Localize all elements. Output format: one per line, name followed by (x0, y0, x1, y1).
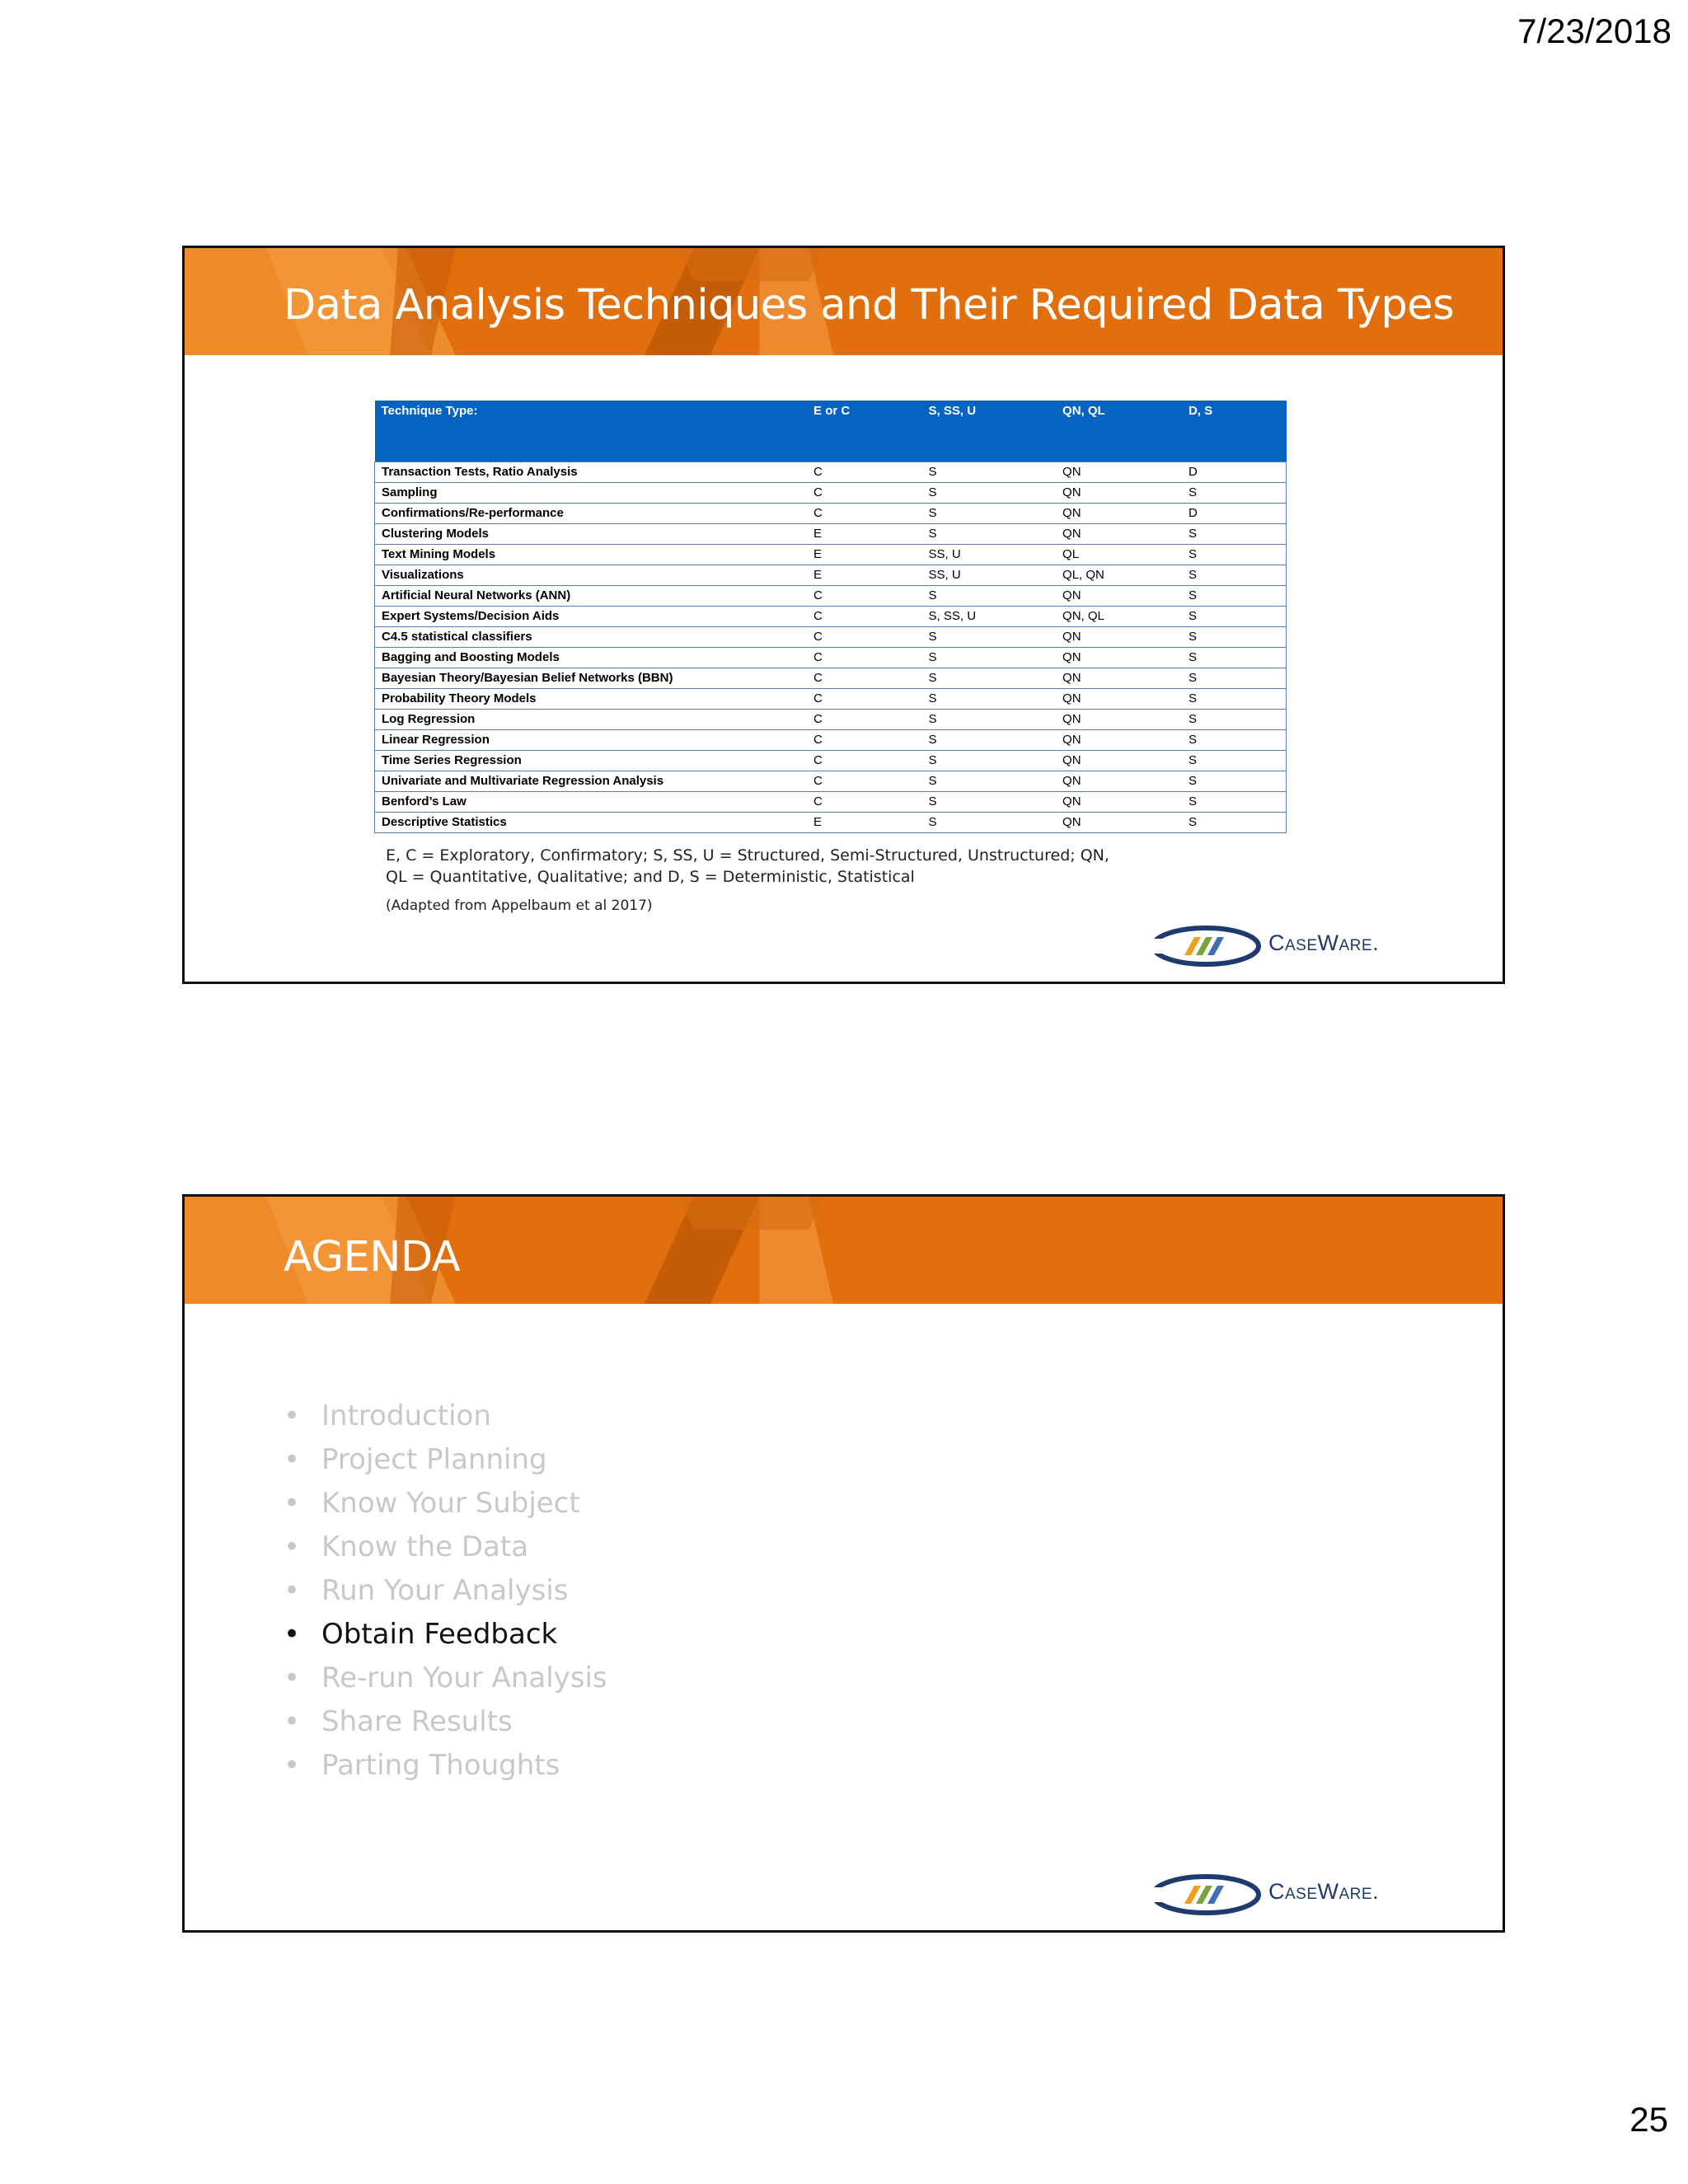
cell-det-stat: S (1182, 730, 1287, 751)
cell-e-or-c: C (807, 792, 922, 813)
cell-quant-qual: QN (1056, 627, 1182, 648)
table-row (375, 792, 1287, 813)
agenda-item (284, 1526, 607, 1569)
cell-e-or-c: C (807, 710, 922, 730)
cell-det-stat: S (1182, 710, 1287, 730)
cell-name: Sampling (375, 483, 808, 504)
table-row (375, 565, 1287, 586)
agenda-item (284, 1482, 607, 1526)
agenda-item-label: Know the Data (321, 1530, 529, 1563)
table-row (375, 668, 1287, 689)
cell-name: Text Mining Models (375, 545, 808, 565)
bullet-icon: • (284, 1749, 301, 1782)
cell-det-stat: S (1182, 668, 1287, 689)
cell-quant-qual: QN (1056, 771, 1182, 792)
table-row (375, 813, 1287, 833)
cell-name: Visualizations (375, 565, 808, 586)
cell-quant-qual: QN (1056, 483, 1182, 504)
source-note: (Adapted from Appelbaum et al 2017) (386, 898, 653, 914)
cell-structure: SS, U (922, 545, 1056, 565)
cell-det-stat: S (1182, 586, 1287, 607)
cell-quant-qual: QN, QL (1056, 607, 1182, 627)
cell-structure: S (922, 462, 1056, 483)
cell-structure: SS, U (922, 565, 1056, 586)
cell-quant-qual: QN (1056, 813, 1182, 833)
cell-e-or-c: C (807, 648, 922, 668)
agenda-item (284, 1394, 607, 1438)
cell-det-stat: S (1182, 751, 1287, 771)
bullet-icon: • (284, 1399, 301, 1432)
agenda-item (284, 1700, 607, 1744)
agenda-list (284, 1394, 607, 1788)
cell-quant-qual: QN (1056, 751, 1182, 771)
table-row (375, 751, 1287, 771)
cell-structure: S (922, 771, 1056, 792)
cell-structure: S (922, 586, 1056, 607)
table-row (375, 483, 1287, 504)
table-row (375, 710, 1287, 730)
agenda-item-label: Parting Thoughts (321, 1749, 560, 1782)
cell-det-stat: S (1182, 771, 1287, 792)
cell-structure: S, SS, U (922, 607, 1056, 627)
cell-det-stat: S (1182, 792, 1287, 813)
caseware-logo-text: CaseWare. (1268, 930, 1380, 955)
cell-quant-qual: QN (1056, 730, 1182, 751)
cell-det-stat: S (1182, 627, 1287, 648)
cell-quant-qual: QL (1056, 545, 1182, 565)
legend-note: E, C = Exploratory, Confirmatory; S, SS, U = Structured, Semi-Structured, Unstructured; QN, QL = Quantitative, Qualitative; and D, S = Deterministic, Statistical (386, 846, 1109, 886)
cell-structure: S (922, 524, 1056, 545)
cell-structure: S (922, 668, 1056, 689)
header-det-stat: D, S (1182, 401, 1287, 462)
cell-name: Artificial Neural Networks (ANN) (375, 586, 808, 607)
cell-structure: S (922, 813, 1056, 833)
table-row (375, 586, 1287, 607)
cell-det-stat: S (1182, 689, 1287, 710)
agenda-item (284, 1657, 607, 1700)
cell-det-stat: S (1182, 545, 1287, 565)
slide-header-banner (185, 248, 1503, 355)
page-date: 7/23/2018 (1517, 12, 1672, 50)
cell-e-or-c: C (807, 730, 922, 751)
cell-e-or-c: C (807, 627, 922, 648)
cell-quant-qual: QL, QN (1056, 565, 1182, 586)
cell-structure: S (922, 504, 1056, 524)
cell-det-stat: D (1182, 462, 1287, 483)
cell-det-stat: S (1182, 607, 1287, 627)
cell-e-or-c: C (807, 462, 922, 483)
cell-e-or-c: C (807, 668, 922, 689)
table-row (375, 524, 1287, 545)
cell-quant-qual: QN (1056, 689, 1182, 710)
agenda-item (284, 1613, 607, 1657)
caseware-logo-icon (1151, 922, 1267, 970)
techniques-table (374, 401, 1287, 833)
table-row (375, 730, 1287, 751)
table-row (375, 689, 1287, 710)
agenda-item-label: Share Results (321, 1705, 513, 1738)
cell-name: Time Series Regression (375, 751, 808, 771)
page-number: 25 (1629, 2100, 1668, 2139)
table-row (375, 648, 1287, 668)
cell-det-stat: S (1182, 524, 1287, 545)
table-row (375, 771, 1287, 792)
cell-name: Bagging and Boosting Models (375, 648, 808, 668)
cell-name: Clustering Models (375, 524, 808, 545)
cell-e-or-c: C (807, 751, 922, 771)
agenda-item (284, 1438, 607, 1482)
header-technique-type: Technique Type: (375, 401, 808, 462)
cell-e-or-c: C (807, 771, 922, 792)
cell-structure: S (922, 689, 1056, 710)
slide-header-banner (185, 1197, 1503, 1304)
agenda-item-label: Re-run Your Analysis (321, 1661, 607, 1694)
slide-data-analysis-techniques (182, 246, 1505, 984)
cell-name: Benford’s Law (375, 792, 808, 813)
cell-det-stat: D (1182, 504, 1287, 524)
caseware-logo-text: CaseWare. (1268, 1879, 1380, 1904)
cell-name: Probability Theory Models (375, 689, 808, 710)
cell-e-or-c: C (807, 504, 922, 524)
slide-title: Data Analysis Techniques and Their Required Data Types (284, 281, 1455, 330)
cell-det-stat: S (1182, 813, 1287, 833)
cell-quant-qual: QN (1056, 668, 1182, 689)
cell-det-stat: S (1182, 648, 1287, 668)
cell-quant-qual: QN (1056, 462, 1182, 483)
bullet-icon: • (284, 1574, 301, 1607)
cell-quant-qual: QN (1056, 710, 1182, 730)
cell-e-or-c: C (807, 607, 922, 627)
table-row (375, 462, 1287, 483)
agenda-item-label: Introduction (321, 1399, 491, 1432)
cell-e-or-c: E (807, 565, 922, 586)
cell-name: C4.5 statistical classifiers (375, 627, 808, 648)
cell-structure: S (922, 627, 1056, 648)
agenda-item-label: Run Your Analysis (321, 1574, 569, 1607)
agenda-item (284, 1744, 607, 1788)
agenda-item (284, 1569, 607, 1613)
cell-e-or-c: E (807, 545, 922, 565)
bullet-icon: • (284, 1487, 301, 1520)
caseware-logo (1151, 922, 1423, 970)
cell-quant-qual: QN (1056, 648, 1182, 668)
agenda-item-label: Know Your Subject (321, 1487, 580, 1520)
cell-det-stat: S (1182, 483, 1287, 504)
bullet-icon: • (284, 1443, 301, 1476)
table-header-row (375, 401, 1287, 462)
header-quant-qual: QN, QL (1056, 401, 1182, 462)
cell-name: Log Regression (375, 710, 808, 730)
cell-name: Univariate and Multivariate Regression Analysis (375, 771, 808, 792)
cell-e-or-c: C (807, 689, 922, 710)
cell-quant-qual: QN (1056, 792, 1182, 813)
cell-name: Descriptive Statistics (375, 813, 808, 833)
cell-structure: S (922, 483, 1056, 504)
bullet-icon: • (284, 1618, 301, 1651)
cell-structure: S (922, 730, 1056, 751)
cell-e-or-c: E (807, 524, 922, 545)
cell-det-stat: S (1182, 565, 1287, 586)
cell-name: Confirmations/Re-performance (375, 504, 808, 524)
table-row (375, 607, 1287, 627)
cell-quant-qual: QN (1056, 586, 1182, 607)
header-structure: S, SS, U (922, 401, 1056, 462)
cell-structure: S (922, 792, 1056, 813)
cell-e-or-c: C (807, 586, 922, 607)
cell-structure: S (922, 710, 1056, 730)
slide-agenda (182, 1194, 1505, 1933)
bullet-icon: • (284, 1661, 301, 1694)
slide-title: AGENDA (284, 1233, 461, 1282)
bullet-icon: • (284, 1530, 301, 1563)
caseware-logo (1151, 1871, 1423, 1919)
cell-quant-qual: QN (1056, 504, 1182, 524)
cell-structure: S (922, 648, 1056, 668)
cell-e-or-c: E (807, 813, 922, 833)
table-row (375, 545, 1287, 565)
cell-name: Transaction Tests, Ratio Analysis (375, 462, 808, 483)
cell-structure: S (922, 751, 1056, 771)
bullet-icon: • (284, 1705, 301, 1738)
header-e-or-c: E or C (807, 401, 922, 462)
cell-e-or-c: C (807, 483, 922, 504)
cell-quant-qual: QN (1056, 524, 1182, 545)
table-row (375, 627, 1287, 648)
cell-name: Linear Regression (375, 730, 808, 751)
caseware-logo-icon (1151, 1871, 1267, 1919)
table-row (375, 504, 1287, 524)
cell-name: Expert Systems/Decision Aids (375, 607, 808, 627)
cell-name: Bayesian Theory/Bayesian Belief Networks (BBN) (375, 668, 808, 689)
agenda-item-label: Project Planning (321, 1443, 547, 1476)
agenda-item-label: Obtain Feedback (321, 1618, 558, 1651)
